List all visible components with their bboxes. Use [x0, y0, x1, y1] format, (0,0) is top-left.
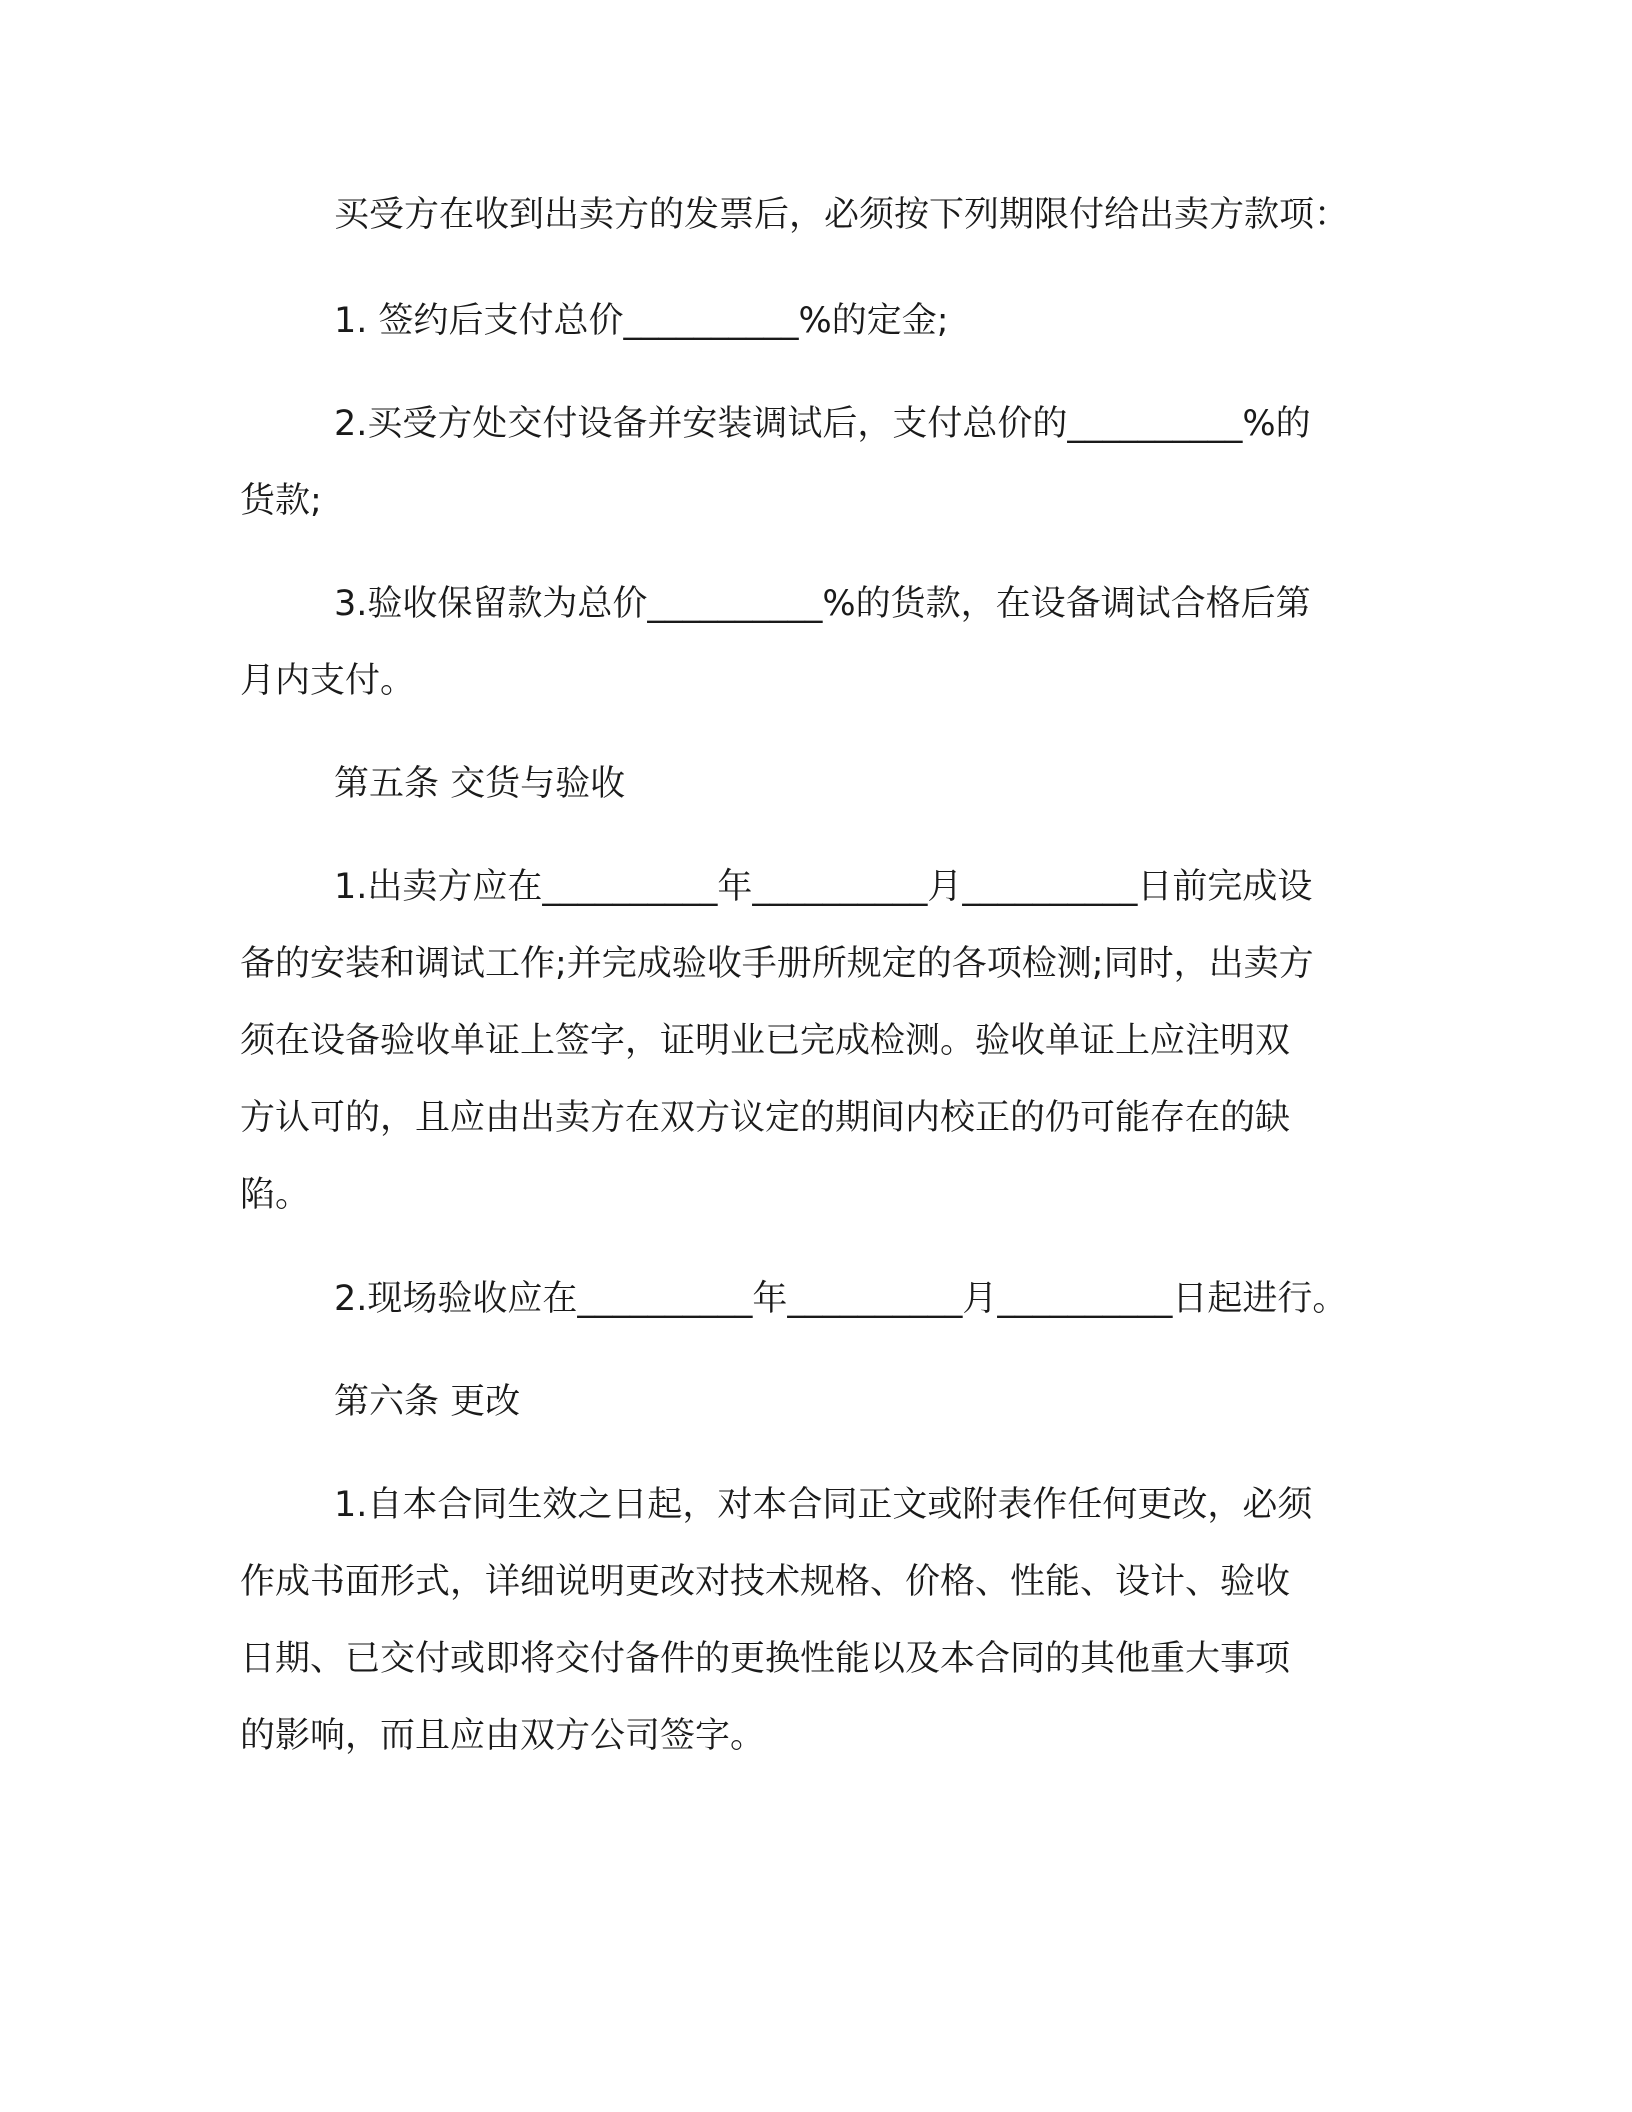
paragraph-payment-3: [240, 566, 1380, 720]
paragraph-article-5-1: [240, 849, 1380, 1234]
paragraph-article-5-2: [240, 1261, 1380, 1338]
paragraph-article-6-1: [240, 1467, 1380, 1775]
heading-article-5: [240, 746, 1380, 823]
text-line: 日期、已交付或即将交付备件的更换性能以及本合同的其他重大事项: [240, 1639, 1291, 1679]
text-line: 作成书面形式，详细说明更改对技术规格、价格、性能、设计、验收: [240, 1562, 1291, 1602]
paragraph-payment-intro: [240, 177, 1380, 254]
text-line: 备的安装和调试工作;并完成验收手册所规定的各项检测;同时，出卖方: [240, 944, 1314, 984]
text-line: 2.买受方处交付设备并安装调试后，支付总价的__________%的: [334, 404, 1311, 444]
section-heading: 第五条 交货与验收: [334, 764, 626, 804]
text-line: 2.现场验收应在__________年__________月__________日起进行。: [334, 1279, 1348, 1319]
text-line: 陷。: [240, 1175, 311, 1215]
text-line: 1. 签约后支付总价__________%的定金;: [334, 301, 949, 341]
text-line: 须在设备验收单证上签字，证明业已完成检测。验收单证上应注明双: [240, 1021, 1291, 1061]
text-line: 3.验收保留款为总价__________%的货款，在设备调试合格后第: [334, 584, 1311, 624]
text-line: 1.自本合同生效之日起，对本合同正文或附表作任何更改，必须: [334, 1485, 1313, 1525]
text-line: 的影响，而且应由双方公司签字。: [240, 1716, 766, 1756]
section-heading: 第六条 更改: [334, 1382, 521, 1422]
paragraph-payment-1: [240, 283, 1380, 360]
text-line: 方认可的，且应由出卖方在双方议定的期间内校正的仍可能存在的缺: [240, 1098, 1291, 1138]
paragraph-payment-2: [240, 386, 1380, 540]
heading-article-6: [240, 1364, 1380, 1441]
text-line: 货款;: [240, 481, 322, 521]
text-line: 1.出卖方应在__________年__________月__________日前完成设: [334, 867, 1313, 907]
text-line: 买受方在收到出卖方的发票后，必须按下列期限付给出卖方款项：: [334, 195, 1350, 235]
text-line: 月内支付。: [240, 661, 416, 701]
